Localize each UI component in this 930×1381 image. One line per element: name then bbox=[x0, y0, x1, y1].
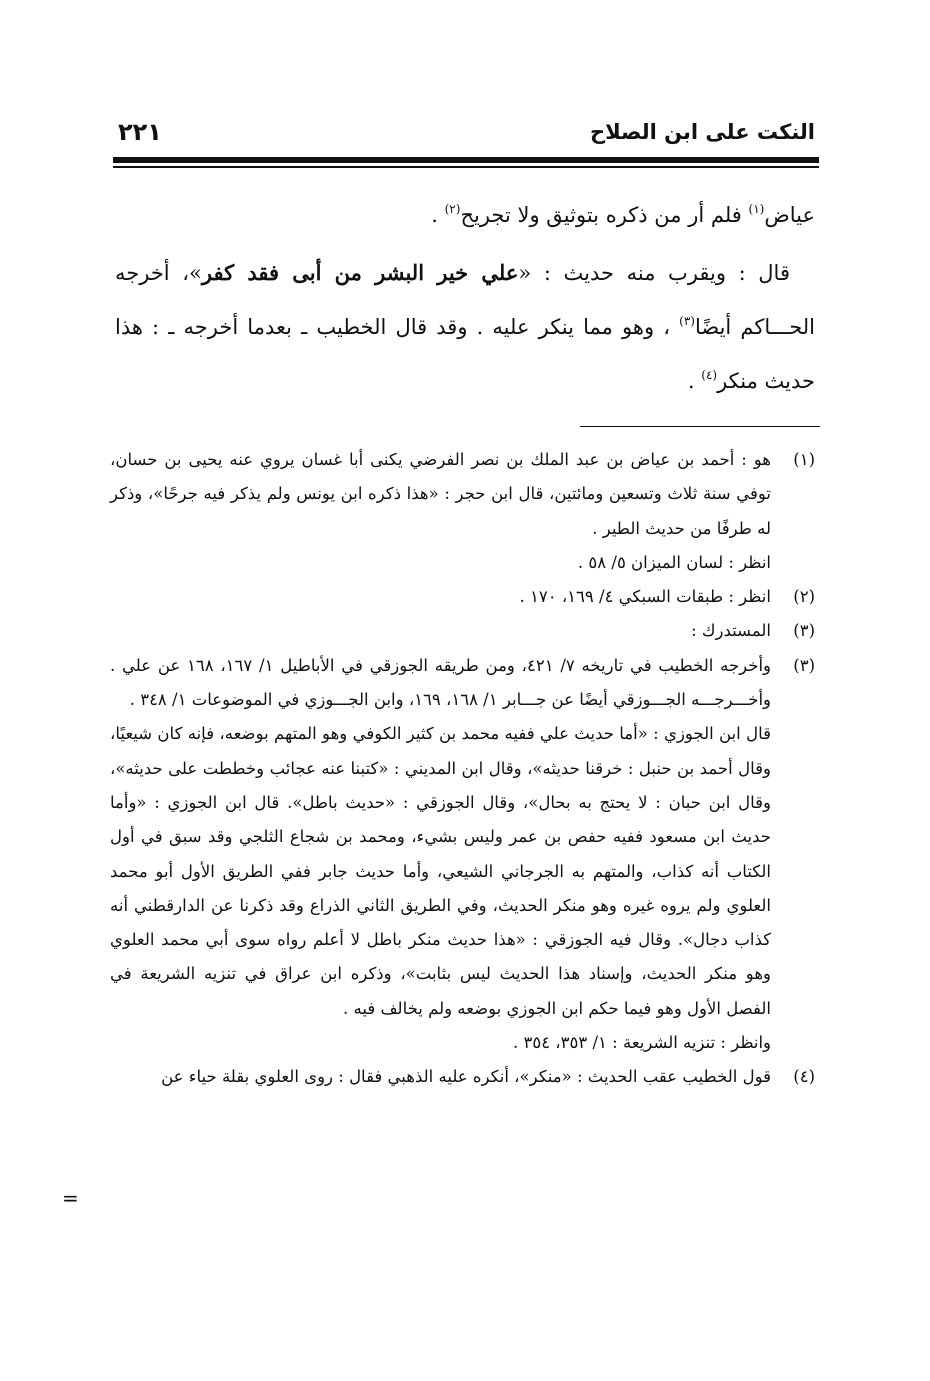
page-number: ٢٢١ bbox=[118, 118, 162, 146]
footnote-number: (١) bbox=[793, 450, 815, 469]
main-text bbox=[115, 188, 815, 408]
footnote-text: انظر : طبقات السبكي ٤/ ١٦٩، ١٧٠ . bbox=[519, 587, 771, 607]
footnote-ref-1: (١) bbox=[748, 202, 765, 216]
footnote-number: (٣) bbox=[793, 655, 815, 675]
footnote-separator bbox=[580, 426, 820, 427]
footnote-ref-3: (٣) bbox=[679, 314, 695, 328]
text-run: . bbox=[431, 203, 445, 227]
footnote-reference: انظر : لسان الميزان ٥/ ٥٨ . bbox=[577, 552, 771, 572]
running-title: النكت على ابن الصلاح bbox=[589, 120, 815, 144]
text-run: قال : ويقرب منه حديث : « bbox=[518, 261, 790, 285]
header-rule-thick bbox=[113, 157, 819, 163]
text-run: عياض bbox=[764, 203, 815, 227]
footnote-3b bbox=[110, 649, 815, 1061]
main-paragraph-2 bbox=[115, 246, 815, 408]
footnote-number: (٢) bbox=[793, 587, 815, 607]
footnote-ref-2: (٢) bbox=[444, 202, 461, 216]
text-run: ، وهو مما ينكر عليه . وقد قال الخطيب ـ بعدما أخرجه ـ : هذا حديث منكر bbox=[115, 315, 815, 393]
footnote-3a bbox=[110, 614, 815, 648]
footnote-2 bbox=[110, 580, 815, 614]
footnote-text: وأخرجه الخطيب في تاريخه ٧/ ٤٢١، ومن طريقه الجوزقي في الأباطيل ١/ ١٦٧، ١٦٨ عن علي . وأخـــرجـــه الجـــوزقي أيضًا عن جـــابر ١/ ١٦٨، ١٦٩، وابن الجـــوزي في الموضوعات ١/ ٣٤٨ . bbox=[110, 655, 772, 710]
footnote-text: قول الخطيب عقب الحديث : «منكر»، أنكره عليه الذهبي فقال : روى العلوي بقلة حياء عن bbox=[161, 1067, 771, 1087]
footnote-text: هو : أحمد بن عياض بن عبد الملك بن نصر الفرضي يكنى أبا غسان يروي عنه يحيى بن حسان، توفي سنة ثلاث وتسعين ومائتين، قال ابن حجر : «هذا ذكره ابن يونس ولم يذكر فيه جرحًا»، وذكر له طرفًا من حديث الطير . bbox=[110, 450, 771, 538]
text-run: فلم أر من ذكره بتوثيق ولا تجريح bbox=[460, 203, 749, 227]
footnote-ref-4: (٤) bbox=[701, 368, 718, 382]
footnotes bbox=[110, 443, 815, 1095]
hadith-text: علي خير البشر من أبى فقد كفر bbox=[201, 260, 519, 285]
main-paragraph-1 bbox=[115, 188, 815, 242]
footnote-number: (٣) bbox=[793, 621, 815, 641]
footnote-reference: وانظر : تنزيه الشريعة : ١/ ٣٥٣، ٣٥٤ . bbox=[512, 1033, 771, 1053]
continuation-mark: = bbox=[62, 1186, 79, 1210]
footnote-number: (٤) bbox=[793, 1067, 815, 1087]
header-rule-thin bbox=[113, 166, 819, 168]
footnote-text: المستدرك : bbox=[691, 621, 771, 641]
text-run: »، أخرجه الحـــاكم أيضًا bbox=[115, 261, 815, 339]
text-run: . bbox=[687, 369, 702, 393]
footnote-4 bbox=[110, 1060, 815, 1094]
footnote-1 bbox=[110, 443, 815, 580]
footnote-quote: قال ابن الجوزي : «أما حديث علي ففيه محمد بن كثير الكوفي وهو المتهم بوضعه، فإنه كان شيعيًا، وقال أحمد بن حنبل : خرقنا حديثه»، وقال ابن المديني : «كتبنا عنه عجائب وخططت على حديثه»، وقال ابن حبان : لا يحتج به بحال»، وقال الجوزقي : «حديث باطل». قال ابن الجوزي : «وأما حديث ابن مسعود ففيه حفص بن عمر وليس بشيء، ومحمد بن شجاع الثلجي وقد سبق في أول الكتاب أنه كذاب، والمتهم به الجرجاني الشيعي، وأما حديث جابر ففي الطريق الأول أبو محمد العلوي ولم يروه غيره وهو منكر الحديث، وفي الطريق الثاني الذراع وقد ذكرنا عن الدارقطني أنه كذاب دجال». وقال فيه الجوزقي : «هذا حديث منكر باطل لا أعلم رواه سوى أبي محمد العلوي وهو منكر الحديث، وإسناد هذا الحديث ليس بثابت»، وذكره ابن عراق في تنزيه الشريعة في الفصل الأول وهو فيما حكم ابن الجوزي بوضعه ولم يخالف فيه . bbox=[110, 724, 771, 1018]
